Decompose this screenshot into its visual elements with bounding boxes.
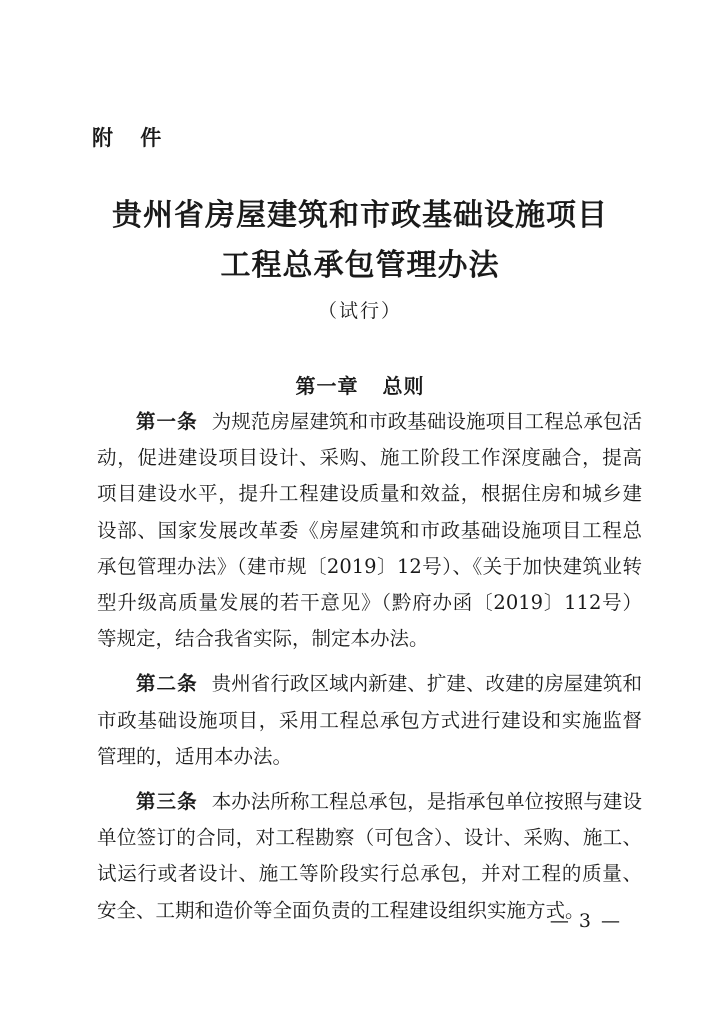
article-3 <box>97 784 642 929</box>
document-title-line-1: 贵州省房屋建筑和市政基础设施项目 <box>112 198 608 233</box>
article-2-text: 贵州省行政区域内新建、扩建、改建的房屋建筑和市政基础设施项目，采用工程总承包方式进行建设和实施监督管理的，适用本办法。 <box>97 672 642 768</box>
document-title-line-2: 工程总承包管理办法 <box>220 248 500 283</box>
document-subtitle: （试行） <box>317 300 402 322</box>
article-3-text: 本办法所称工程总承包，是指承包单位按照与建设单位签订的合同，对工程勘察（可包含）、设计、采购、施工、试运行或者设计、施工等阶段实行总承包，并对工程的质量、安全、工期和造价等全面负责的工程建设组织实施方式。 <box>97 790 642 922</box>
chapter-heading <box>0 370 720 399</box>
article-3-label: 第三条 <box>136 790 198 814</box>
article-1-label: 第一条 <box>136 410 198 433</box>
article-1-text: 为规范房屋建筑和市政基础设施项目工程总承包活动，促进建设项目设计、采购、施工阶段工作深度融合，提高项目建设水平，提升工程建设质量和效益，根据住房和城乡建设部、国家发展改革委《房屋建筑和市政基础设施项目工程总承包管理办法》（建市规〔2019〕12号）、《关于加快建筑业转型升级高质量发展的若干意见》（黔府办函〔2019〕112号）等规定，结合我省实际，制定本办法。 <box>97 410 642 651</box>
article-1 <box>97 404 642 657</box>
article-2 <box>97 666 642 775</box>
attachment-label: 附 件 <box>92 126 172 150</box>
chapter-name: 总则 <box>382 374 425 398</box>
document-body <box>97 404 642 938</box>
article-2-label: 第二条 <box>136 672 198 696</box>
page-number: — 3 — <box>549 910 622 932</box>
chapter-number: 第一章 <box>295 374 359 398</box>
